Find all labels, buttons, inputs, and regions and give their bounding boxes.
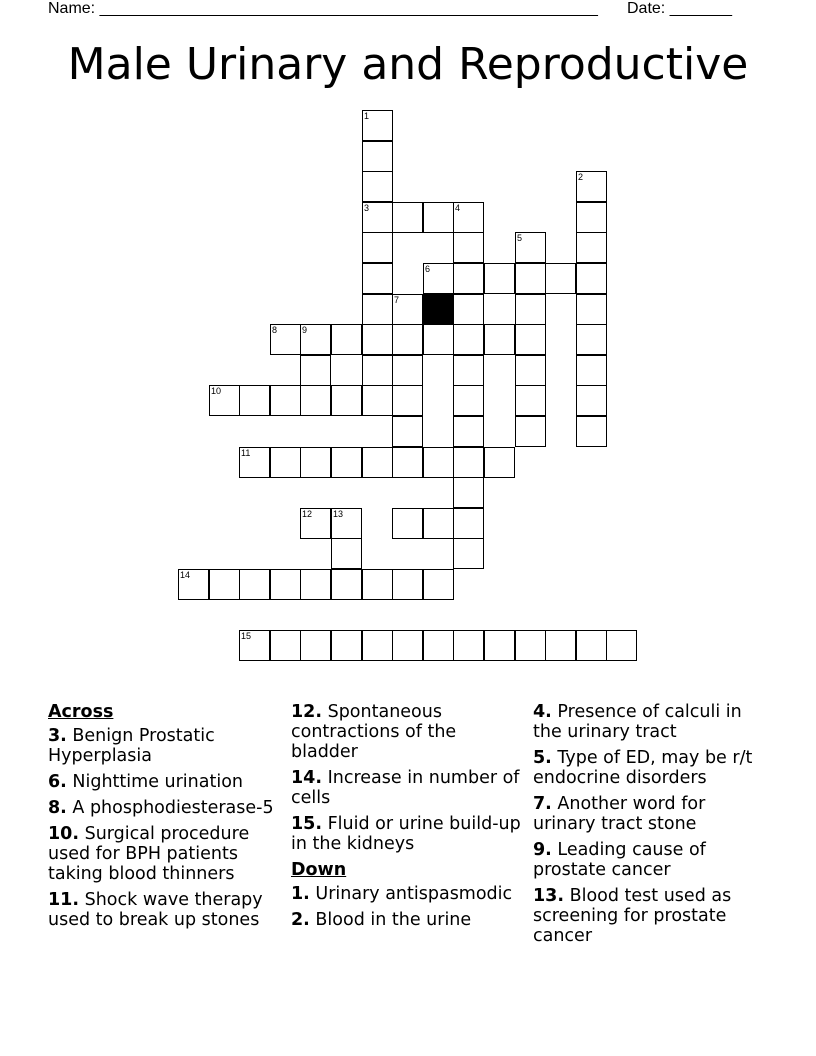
clue-number-label: 4 [455,203,461,213]
grid-cell[interactable] [576,630,607,661]
clue-text: A phosphodiesterase-5 [72,798,274,818]
grid-cell[interactable] [331,569,362,600]
grid-cell[interactable] [270,447,301,478]
grid-cell[interactable] [423,324,454,355]
grid-cell[interactable] [453,202,484,233]
clue-text: Increase in number of cells [291,768,520,808]
grid-cell[interactable] [423,569,454,600]
clue-number: 14. [291,768,323,788]
grid-cell[interactable] [484,630,515,661]
grid-cell[interactable] [392,324,423,355]
clue-number: 2. [291,910,310,930]
grid-cell[interactable] [270,385,301,416]
clue-number-label: 6 [425,264,431,274]
clue-number: 12. [291,702,323,722]
grid-cell[interactable] [300,569,331,600]
clue-number: 6. [48,772,67,792]
clue-text: Presence of calculi in the urinary tract [533,702,742,742]
grid-cell[interactable] [300,447,331,478]
clue-across-8 [48,798,284,818]
clue-number: 3. [48,726,67,746]
grid-cell[interactable] [453,538,484,569]
clue-text: Type of ED, may be r/t endocrine disorders [533,748,753,788]
clue-number-label: 12 [302,509,313,519]
clue-number-label: 7 [394,295,400,305]
clue-text: Urinary antispasmodic [315,884,513,904]
grid-cell[interactable] [239,447,270,478]
clue-text: Surgical procedure used for BPH patients taking blood thinners [48,824,250,884]
grid-cell[interactable] [453,324,484,355]
clue-across-12 [291,702,527,762]
clue-number-label: 8 [272,325,278,335]
grid-cell[interactable] [178,569,209,600]
grid-cell[interactable] [545,263,576,294]
grid-cell[interactable] [300,385,331,416]
grid-cell[interactable] [362,202,393,233]
grid-cell[interactable] [423,630,454,661]
clue-number-label: 15 [241,631,252,641]
clue-down-2 [291,910,527,930]
grid-cell[interactable] [515,416,546,447]
grid-cell[interactable] [331,508,362,539]
grid-cell[interactable] [453,263,484,294]
clue-number-label: 5 [517,233,523,243]
grid-cell[interactable] [331,324,362,355]
clue-number: 4. [533,702,552,722]
grid-cell[interactable] [331,447,362,478]
page-title: Male Urinary and Reproductive [67,39,749,90]
clue-down-7 [533,794,769,834]
clue-text: Leading cause of prostate cancer [533,840,706,880]
clue-number-label: 10 [211,386,222,396]
clue-down-1 [291,884,527,904]
grid-cell[interactable] [362,294,393,325]
grid-cell[interactable] [300,630,331,661]
grid-cell[interactable] [423,263,454,294]
grid-cell[interactable] [362,171,393,202]
clue-across-15 [291,814,527,854]
grid-cell[interactable] [453,294,484,325]
grid-cell[interactable] [300,355,331,386]
grid-cell[interactable] [392,416,423,447]
grid-cell[interactable] [576,385,607,416]
grid-cell[interactable] [453,232,484,263]
grid-cell[interactable] [576,294,607,325]
clue-across-6 [48,772,284,792]
grid-cell[interactable] [515,630,546,661]
clue-across-10 [48,824,284,884]
grid-cell[interactable] [576,263,607,294]
clues-column-3 [533,702,769,952]
grid-cell[interactable] [423,202,454,233]
grid-cell[interactable] [392,385,423,416]
clue-number: 11. [48,890,80,910]
clue-text: Fluid or urine build-up in the kidneys [291,814,521,854]
grid-cell[interactable] [453,355,484,386]
grid-cell[interactable] [239,569,270,600]
clue-text: Shock wave therapy used to break up stones [48,890,263,930]
grid-cell[interactable] [392,294,423,325]
grid-cell[interactable] [362,569,393,600]
clues-column-1 [48,702,284,936]
grid-cell[interactable] [270,630,301,661]
grid-cell[interactable] [239,385,270,416]
grid-cell[interactable] [576,232,607,263]
clue-down-9 [533,840,769,880]
grid-cell[interactable] [300,324,331,355]
clue-text: Blood in the urine [315,910,472,930]
grid-cell[interactable] [362,110,393,141]
grid-cell[interactable] [453,477,484,508]
clue-down-13 [533,886,769,946]
grid-cell[interactable] [362,355,393,386]
clue-number: 15. [291,814,323,834]
grid-cell[interactable] [453,447,484,478]
grid-cell[interactable] [392,630,423,661]
clue-text: Another word for urinary tract stone [533,794,706,834]
grid-cell[interactable] [331,538,362,569]
clue-number: 10. [48,824,80,844]
clue-number-label: 14 [180,570,191,580]
grid-cell[interactable] [545,630,576,661]
grid-cell[interactable] [209,569,240,600]
grid-cell[interactable] [270,324,301,355]
grid-cell[interactable] [331,630,362,661]
grid-cell[interactable] [392,569,423,600]
clues-column-2 [291,702,527,936]
grid-cell[interactable] [331,385,362,416]
clue-text: Blood test used as screening for prostate cancer [533,886,732,946]
grid-cell[interactable] [362,630,393,661]
grid-cell[interactable] [300,508,331,539]
black-square [423,294,454,325]
name-field[interactable]: Name: ________________________________________________________ [48,0,598,17]
date-field[interactable]: Date: _______ [627,0,732,17]
grid-cell[interactable] [515,232,546,263]
grid-cell[interactable] [453,508,484,539]
clue-number-label: 3 [364,203,370,213]
grid-cell[interactable] [453,385,484,416]
clue-number-label: 1 [364,111,370,121]
across-heading: Across [48,702,114,722]
clue-text: Spontaneous contractions of the bladder [291,702,457,762]
grid-cell[interactable] [362,232,393,263]
clue-across-11 [48,890,284,930]
clue-down-4 [533,702,769,742]
grid-cell[interactable] [484,447,515,478]
grid-cell[interactable] [515,324,546,355]
grid-cell[interactable] [576,324,607,355]
grid-cell[interactable] [362,141,393,172]
grid-cell[interactable] [423,447,454,478]
grid-cell[interactable] [239,630,270,661]
grid-cell[interactable] [515,355,546,386]
grid-cell[interactable] [392,202,423,233]
grid-cell[interactable] [270,569,301,600]
clue-number: 13. [533,886,565,906]
grid-cell[interactable] [453,416,484,447]
clue-number: 1. [291,884,310,904]
grid-cell[interactable] [453,630,484,661]
grid-cell[interactable] [606,630,637,661]
grid-cell[interactable] [392,447,423,478]
clue-down-5 [533,748,769,788]
grid-cell[interactable] [576,416,607,447]
clue-number: 7. [533,794,552,814]
grid-cell[interactable] [362,447,393,478]
grid-cell[interactable] [484,263,515,294]
grid-cell[interactable] [362,385,393,416]
grid-cell[interactable] [423,508,454,539]
grid-cell[interactable] [576,355,607,386]
clue-number: 8. [48,798,67,818]
down-heading: Down [291,860,347,880]
clue-number-label: 2 [578,172,584,182]
grid-cell[interactable] [362,324,393,355]
grid-cell[interactable] [392,508,423,539]
grid-cell[interactable] [362,263,393,294]
clue-text: Nighttime urination [72,772,244,792]
grid-cell[interactable] [515,294,546,325]
clue-number-label: 9 [302,325,308,335]
clue-number: 9. [533,840,552,860]
grid-cell[interactable] [392,355,423,386]
grid-cell[interactable] [484,324,515,355]
clue-across-14 [291,768,527,808]
grid-cell[interactable] [576,171,607,202]
clue-text: Benign Prostatic Hyperplasia [48,726,215,766]
grid-cell[interactable] [576,202,607,233]
clue-number: 5. [533,748,552,768]
clue-across-3 [48,726,284,766]
clue-number-label: 13 [333,509,344,519]
grid-cell[interactable] [515,263,546,294]
grid-cell[interactable] [209,385,240,416]
clue-number-label: 11 [241,448,251,458]
grid-cell[interactable] [515,385,546,416]
